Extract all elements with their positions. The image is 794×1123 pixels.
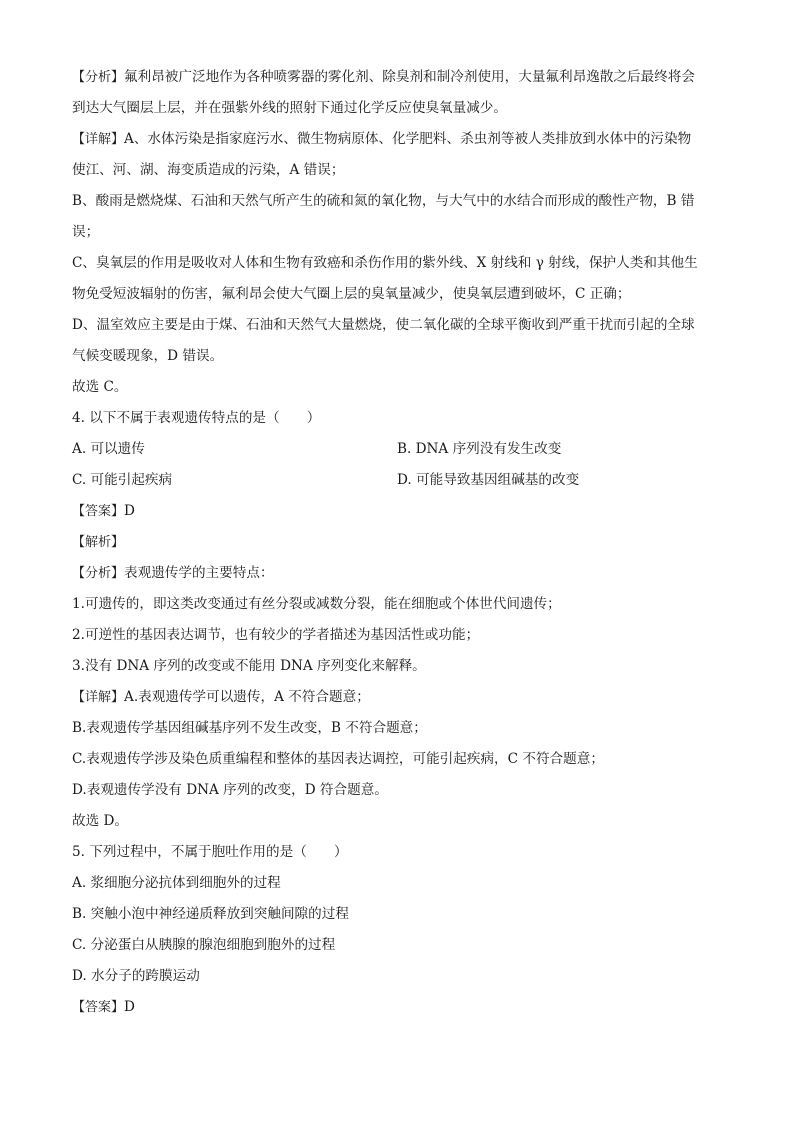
detail-tag: 【详解】 — [72, 690, 125, 705]
jiexi-line — [72, 527, 722, 558]
detail-d-cont: 气候变暖现象，D 错误。 — [72, 348, 224, 364]
question-4-stem: 4. 以下不属于表观遗传特点的是（ ） — [72, 410, 321, 426]
option-b: B. 突触小泡中神经递质释放到突触间隙的过程 — [72, 906, 349, 922]
answer-tag: 【答案】 — [72, 504, 125, 519]
answer-value: D — [124, 999, 135, 1015]
detail-paragraph — [72, 124, 722, 155]
answer-tag: 【答案】 — [72, 1000, 125, 1015]
conclusion: 故选 C。 — [72, 379, 128, 395]
question-5-stem: 5. 下列过程中，不属于胞吐作用的是（ ） — [72, 844, 348, 860]
document-page — [72, 62, 722, 1023]
detail-tag: 【详解】 — [72, 132, 125, 147]
analysis-tag: 【分析】 — [72, 566, 125, 581]
detail-b: B.表观遗传学基因组碱基序列不发生改变，B 不符合题意； — [72, 720, 427, 736]
detail-b-cont: 误； — [72, 224, 100, 240]
question-4-options-row-2 — [72, 465, 722, 496]
option-c: C. 分泌蛋白从胰腺的腺泡细胞到胞外的过程 — [72, 937, 336, 953]
option-d: D. 可能导致基因组碱基的改变 — [397, 472, 580, 488]
option-a: A. 可以遗传 — [72, 441, 145, 457]
detail-c: C、臭氧层的作用是吸收对人体和生物有致癌和杀伤作用的紫外线、X 射线和 γ 射线，保护人类和其他生 — [72, 255, 698, 271]
option-b: B. DNA 序列没有发生改变 — [397, 441, 562, 457]
answer-value: D — [124, 503, 135, 519]
jiexi-tag: 【解析】 — [72, 535, 125, 550]
conclusion: 故选 D。 — [72, 813, 129, 829]
detail-text: A、水体污染是指家庭污水、微生物病原体、化学肥料、杀虫剂等被人类排放到水体中的污染物 — [124, 131, 692, 147]
answer-line — [72, 496, 722, 527]
analysis-paragraph — [72, 558, 722, 589]
analysis-text: 氟利昂被广泛地作为各种喷雾器的雾化剂、除臭剂和制冷剂使用，大量氟利昂逸散之后最终将会 — [124, 69, 695, 85]
detail-d: D.表观遗传学没有 DNA 序列的改变，D 符合题意。 — [72, 782, 388, 798]
detail-c-cont: 物免受短波辐射的伤害，氟利昂会使大气圈上层的臭氧量减少，使臭氧层遭到破坏，C 正确； — [72, 286, 631, 302]
point-2: 2.可逆性的基因表达调节，也有较少的学者描述为基因活性或功能； — [72, 627, 480, 643]
question-4-options-row-1 — [72, 434, 722, 465]
detail-b: B、酸雨是燃烧煤、石油和天然气所产生的硫和氮的氧化物，与大气中的水结合而形成的酸性产物，B 错 — [72, 193, 695, 209]
detail-d: D、温室效应主要是由于煤、石油和天然气大量燃烧，使二氧化碳的全球平衡收到严重干扰而引起的全球 — [72, 317, 695, 333]
point-1: 1.可遗传的，即这类改变通过有丝分裂或减数分裂，能在细胞或个体世代间遗传； — [72, 596, 561, 612]
option-c: C. 可能引起疾病 — [72, 472, 173, 488]
analysis-text: 表观遗传学的主要特点： — [124, 565, 274, 581]
point-3: 3.没有 DNA 序列的改变或不能用 DNA 序列变化来解释。 — [72, 658, 426, 674]
analysis-text-cont: 到达大气圈层上层，并在强紫外线的照射下通过化学反应使臭氧量减少。 — [72, 100, 507, 116]
detail-a: A.表观遗传学可以遗传，A 不符合题意； — [124, 689, 370, 705]
analysis-paragraph — [72, 62, 722, 93]
option-a: A. 浆细胞分泌抗体到细胞外的过程 — [72, 875, 281, 891]
detail-c: C.表观遗传学涉及染色质重编程和整体的基因表达调控，可能引起疾病，C 不符合题意； — [72, 751, 604, 767]
detail-paragraph — [72, 682, 722, 713]
option-d: D. 水分子的跨膜运动 — [72, 968, 200, 984]
answer-line — [72, 992, 722, 1023]
detail-text-cont: 使江、河、湖、海变质造成的污染，A 错误； — [72, 162, 345, 178]
analysis-tag: 【分析】 — [72, 70, 125, 85]
